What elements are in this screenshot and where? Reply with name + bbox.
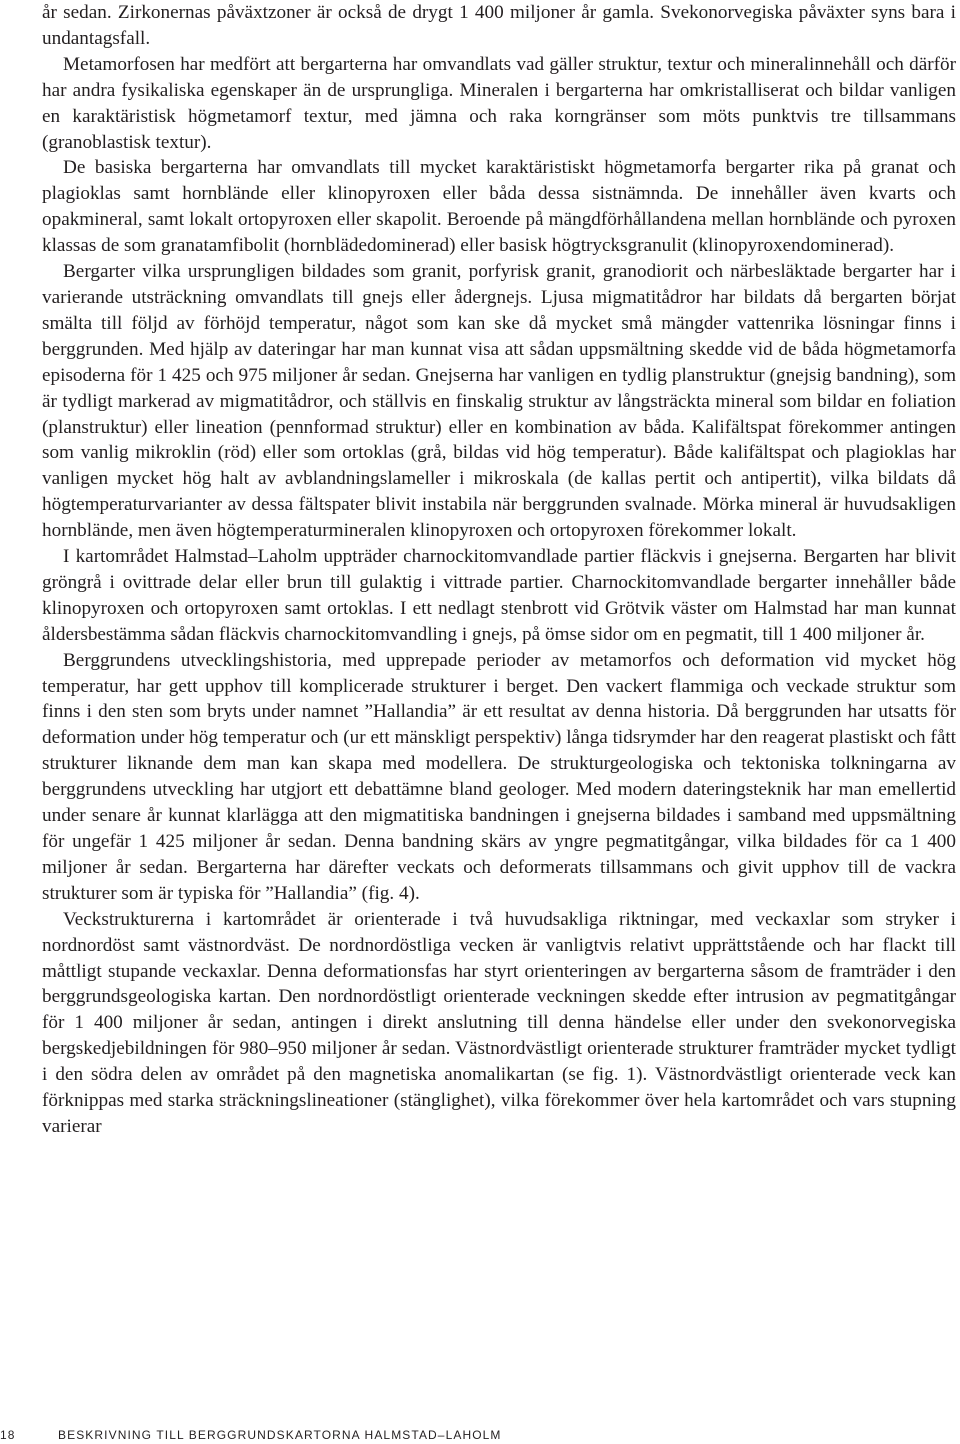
- paragraph-structures: Berggrundens utvecklingshistoria, med upprepade perioder av metamorfos och deformation vid mycket hög temperatur, har gett upphov till komplicerade strukturer i berget. Den vackert flammiga och veckade struktur som finns i den sten som bryts under namnet ”Hallandia” är ett resultat av denna historia. Då berggrunden har utsatts för deformation under hög temperatur och (ur ett mänskligt perspektiv) långa tidsrymder har den reagerat plastiskt och fått strukturer liknande dem man kan skapa med modellera. De strukturgeologiska och tektoniska tolkningarna av berggrundens utveckling har utgjort ett debattämne bland geologer. Med modern dateringsteknik har man emellertid under senare år kunnat klarlägga att den migmatitiska bandningen i gnejserna bildades i samband med uppsmältning för ungefär 1 425 miljoner år sedan. Denna bandning skärs av yngre pegmatitgångar, vilka bildades för ca 1 400 miljoner år sedan. Bergarterna har därefter veckats och deformerats tillsammans och givit upphov till de vackra strukturer som är typiska för ”Hallandia” (fig. 4).: [42, 649, 956, 904]
- page-footer: [0, 1428, 960, 1444]
- page-number: 18: [0, 1428, 16, 1442]
- paragraph-charnockite: I kartområdet Halmstad–Laholm uppträder charnockitomvandlade partier fläckvis i gnejserna. Bergarten har blivit gröngrå i ovittrade delar eller brun till gulaktig i vittrade partier. Charnockitomvandlade bergarter innehåller både klinopyroxen och ortopyroxen samt ortoklas. I ett nedlagt stenbrott vid Grötvik väster om Halmstad har man kunnat åldersbestämma sådan fläckvis charnockitomvandling i gnejs, på ömse sidor om en pegmatit, till 1 400 miljoner år.: [42, 546, 956, 645]
- page-content: [42, 0, 956, 1140]
- body-text: [42, 0, 956, 1140]
- paragraph-metamorphism: Metamorfosen har medfört att bergarterna har omvandlats vad gäller struktur, textur och mineralinnehåll och därför har andra fysikaliska egenskaper än de ursprungliga. Mineralen i bergarterna har omkristalliserat och bildar vanligen en karaktäristisk högmetamorf textur, med jämna och raka korngränser som möts punktvis tre tillsammans (granoblastisk textur).: [42, 53, 956, 153]
- paragraph-continuation: år sedan. Zirkonernas påväxtzoner är också de drygt 1 400 miljoner år gamla. Svekonorvegiska påväxter syns bara i undantagsfall.: [42, 2, 956, 49]
- paragraph-basic-rocks: De basiska bergarterna har omvandlats till mycket karaktäristiskt högmetamorfa bergarter rika på granat och plagioklas samt hornblände eller klinopyroxen eller båda dessa sistnämnda. De innehåller även kvarts och opakmineral, samt lokalt ortopyroxen eller skapolit. Beroende på mängdförhållandena mellan hornblände och pyroxen klassas de som granatamfibolit (hornblädedominerad) eller basisk högtrycksgranulit (klinopyroxendominerad).: [42, 157, 956, 257]
- running-footer-title: BESKRIVNING TILL BERGGRUNDSKARTORNA HALMSTAD–LAHOLM: [58, 1428, 502, 1442]
- paragraph-gneiss: Bergarter vilka ursprungligen bildades som granit, porfyrisk granit, granodiorit och närbesläktade bergarter har i varierande utsträckning omvandlats till gnejs eller ådergnejs. Ljusa migmatitådror har bildats då bergarten börjat smälta till följd av förhöjd temperatur, något som kan ske då mycket små mängder vattenrika lösningar finns i berggrunden. Med hjälp av dateringar har man kunnat visa att sådan uppsmältning skedde vid de båda högmetamorfa episoderna för 1 425 och 975 miljoner år sedan. Gnejserna har vanligen en tydlig planstruktur (gnejsig bandning), som är tydligt markerad av migmatitådror, och ställvis en finskalig struktur av långsträckta mineral som bildar en foliation (planstruktur) eller lineation (pennformad struktur) eller en kombination av båda. Kalifältspat förekommer antingen som vanlig mikroklin (röd) eller som ortoklas (grå, bildas vid hög temperatur). Både kalifältspat och plagioklas har vanligen mycket hög halt av avblandningslameller i mikroskala (de kallas pertit och antipertit), vilka bildats då högtemperaturvarianter av dessa fältspater blivit instabila när berggrunden svalnade. Mörka mineral är huvudsakligen hornblände, men även högtemperaturmineralen klinopyroxen och ortopyroxen förekommer lokalt.: [42, 261, 956, 542]
- paragraph-fold-structures: Veckstrukturerna i kartområdet är orienterade i två huvudsakliga riktningar, med veckaxlar som stryker i nordnordöst samt västnordväst. De nordnordöstliga vecken är vanligtvis relativt upprättstående och har flackt till måttligt stupande veckaxlar. Denna deformationsfas har styrt orienteringen av bergarterna såsom de framträder i den berggrundsgeologiska kartan. Den nordnordöstligt orienterade veckningen skedde efter intrusion av pegmatitgångar för 1 400 miljoner år sedan, antingen i direkt anslutning till denna händelse eller under den svekonorvegiska bergskedjebildningen för 980–950 miljoner år sedan. Västnordvästligt orienterade strukturer framträder mycket tydligt i den södra delen av området på den magnetiska anomalikartan (se fig. 1). Västnordvästligt orienterade veck kan förknippas med starka sträckningslineationer (stänglighet), vilka förekommer över hela kartområdet och vars stupning varierar: [42, 908, 956, 1137]
